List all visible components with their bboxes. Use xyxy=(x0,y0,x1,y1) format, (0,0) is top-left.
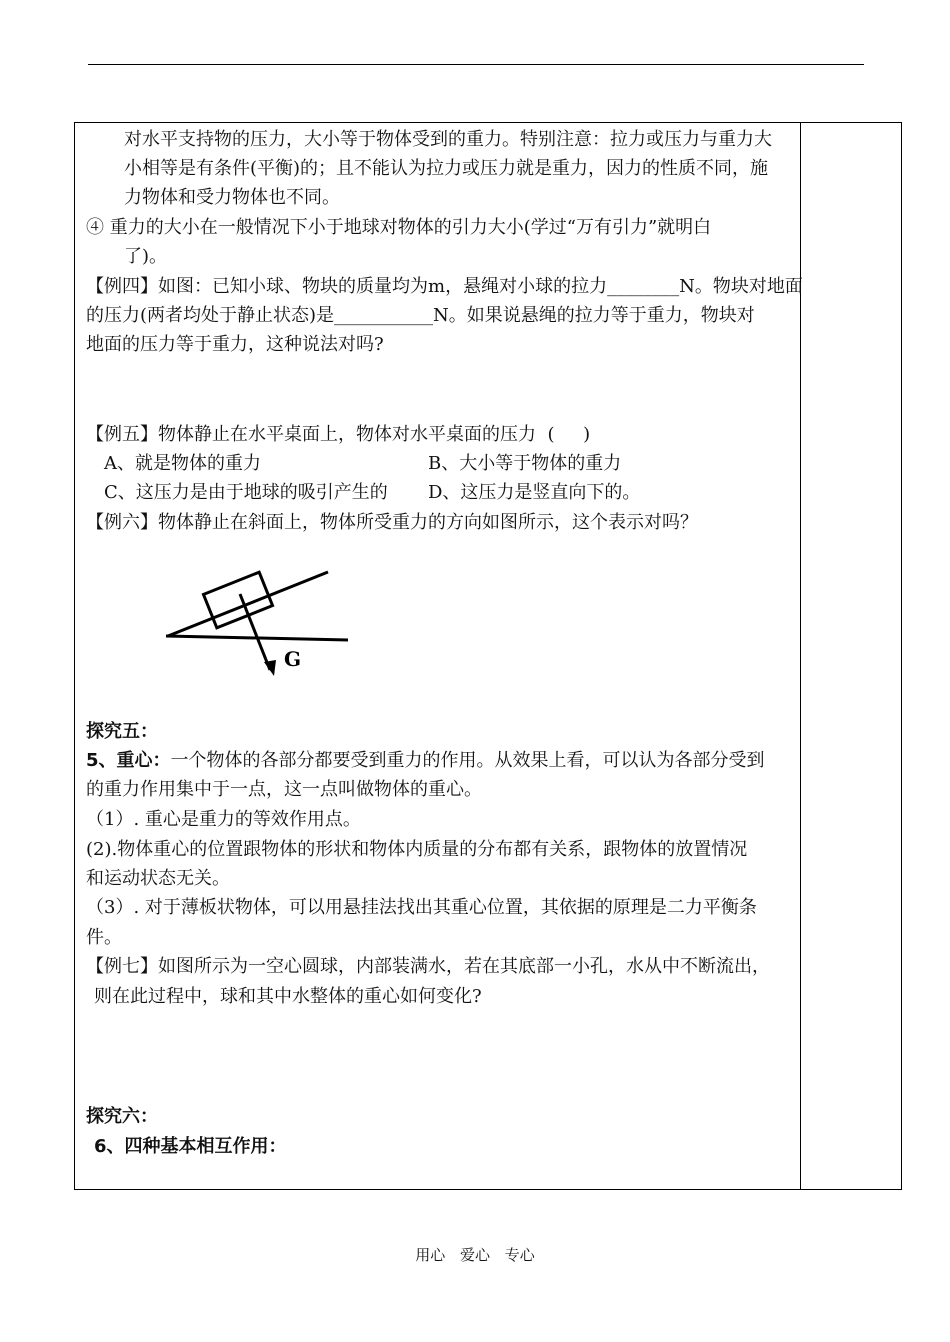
explore5-item-1: （1）. 重心是重力的等效作用点。 xyxy=(86,809,361,830)
gravity-arrow-shaft xyxy=(240,594,270,670)
explore5-item-3-line-2: 件。 xyxy=(86,927,122,948)
point4-line-2: 了)。 xyxy=(124,246,168,267)
block xyxy=(203,572,272,628)
gravity-arrow-head xyxy=(264,660,276,676)
example5-question: 【例五】物体静止在水平桌面上，物体对水平桌面的压力 ( ) xyxy=(86,424,591,445)
point4-line-1: ④ 重力的大小在一般情况下小于地球对物体的引力大小(学过“万有引力”就明白 xyxy=(86,217,712,238)
explore5-line-1 xyxy=(86,749,765,773)
explore5-item-2-line-1: (2).物体重心的位置跟物体的形状和物体内质量的分布都有关系，跟物体的放置情况 xyxy=(86,839,748,860)
pressure-text-line-1: 对水平支持物的压力，大小等于物体受到的重力。特别注意：拉力或压力与重力大 xyxy=(124,129,772,150)
example5-option-d: D、这压力是竖直向下的。 xyxy=(428,482,641,503)
pressure-text-line-2: 小相等是有条件(平衡)的；且不能认为拉力或压力就是重力，因力的性质不同，施 xyxy=(124,158,769,179)
example6-question: 【例六】物体静止在斜面上，物体所受重力的方向如图所示，这个表示对吗？ xyxy=(86,512,698,533)
page-footer: 用心 爱心 专心 xyxy=(415,1246,535,1264)
explore5-item-3-line-1: （3）. 对于薄板状物体，可以用悬挂法找出其重心位置，其依据的原理是二力平衡条 xyxy=(86,897,757,918)
gravity-label: G xyxy=(284,647,302,671)
explore5-line-2: 的重力作用集中于一点，这一点叫做物体的重心。 xyxy=(86,779,482,800)
explore5-heading: 探究五： xyxy=(86,721,158,742)
example5-option-c: C、这压力是由于地球的吸引产生的 xyxy=(104,482,388,503)
explore5-lead: 5、重心： xyxy=(86,750,171,771)
explore5-line-1-rest: 一个物体的各部分都要受到重力的作用。从效果上看，可以认为各部分受到 xyxy=(170,750,765,771)
example4-line-1: 【例四】如图：已知小球、物块的质量均为m，悬绳对小球的拉力________N。物块对地面 xyxy=(86,276,803,297)
explore5-item-2-line-2: 和运动状态无关。 xyxy=(86,868,230,889)
example7-line-1: 【例七】如图所示为一空心圆球，内部装满水，若在其底部一小孔，水从中不断流出， xyxy=(86,956,770,977)
explore6-heading: 探究六： xyxy=(86,1106,158,1127)
pressure-text-line-3: 力物体和受力物体也不同。 xyxy=(124,187,340,208)
explore6-subheading: 6、四种基本相互作用： xyxy=(94,1136,287,1157)
example7-line-2: 则在此过程中，球和其中水整体的重心如何变化? xyxy=(94,986,482,1007)
example5-option-b: B、大小等于物体的重力 xyxy=(428,453,622,474)
incline-figure xyxy=(160,560,360,680)
incline-line xyxy=(168,572,328,636)
example4-line-2: 的压力(两者均处于静止状态)是___________N。如果说悬绳的拉力等于重力，物块对 xyxy=(86,305,755,326)
header-rule xyxy=(88,64,864,65)
example4-line-3: 地面的压力等于重力，这种说法对吗? xyxy=(86,334,384,355)
example5-option-a: A、就是物体的重力 xyxy=(104,453,261,474)
